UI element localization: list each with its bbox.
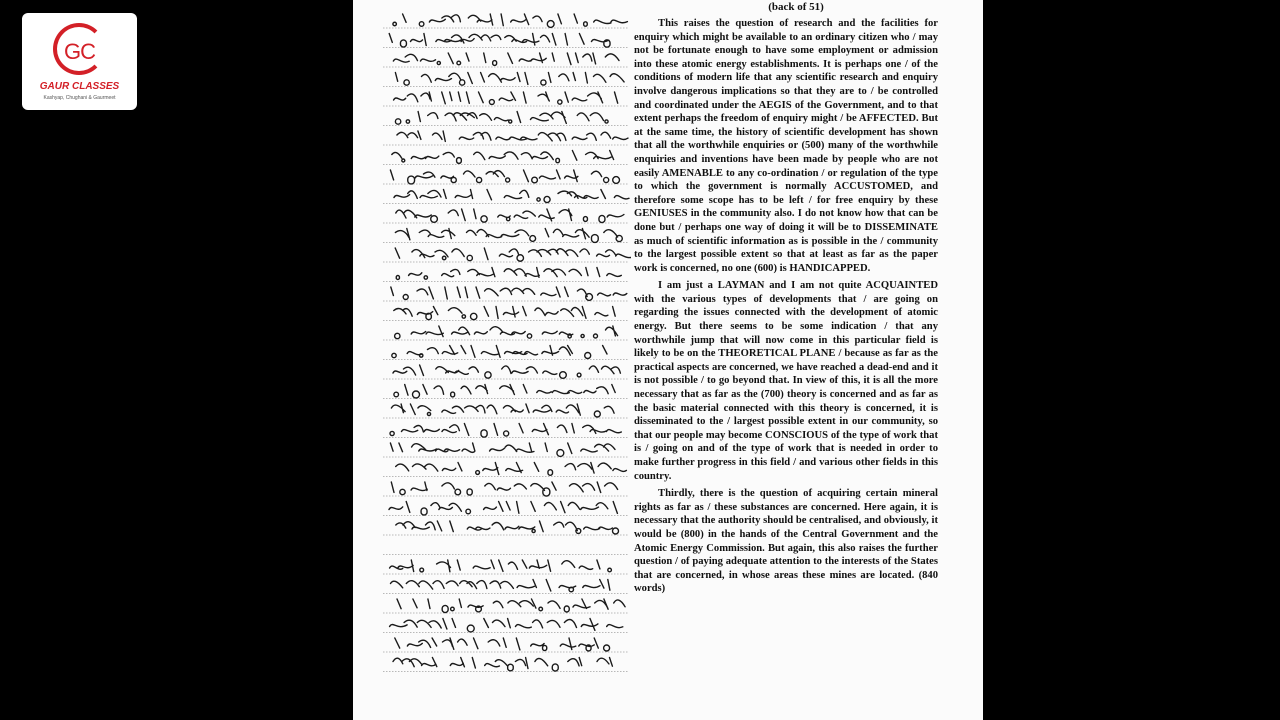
transcript-column	[634, 0, 938, 596]
shorthand-column	[381, 0, 631, 720]
paragraph-3	[634, 487, 938, 596]
shorthand-line-25	[391, 482, 617, 496]
shorthand-line-2	[389, 34, 610, 48]
shorthand-line-16	[394, 307, 615, 320]
paragraph-2	[634, 279, 938, 483]
logo-tagline: Kashyap, Chughani & Gaurmeet	[43, 95, 116, 101]
shorthand-line-22	[390, 424, 621, 438]
shorthand-line-29	[390, 560, 612, 572]
shorthand-line-18	[392, 346, 607, 359]
shorthand-line-13	[395, 248, 631, 261]
shorthand-line-27	[396, 521, 619, 534]
shorthand-line-6	[395, 112, 608, 125]
shorthand-line-20	[394, 385, 615, 399]
shorthand-line-14	[396, 268, 621, 280]
shorthand-line-34	[393, 658, 612, 672]
shorthand-line-7	[397, 131, 628, 141]
logo-monogram: GC	[64, 39, 95, 64]
shorthand-line-3	[393, 53, 619, 65]
paragraph-2-text: I am just a LAYMAN and I am not quite ACQUAINTED with the various types of developments that / are going on regarding the issues connected with the development of atomic energy. But there seems to be some indication / that any worthwhile jump that will now come in this particular field is likely to be on the THEORETICAL PLANE / because as far as the practical aspects are concerned, we have reached a dead-end and it is not possible / to go beyond that. In view of this, it is all the more necessary that as far as the (700) theory is concerned and as far as the basic material connected with this theory is concerned, it is disseminated to the / largest possible extent in our community, so that our people may become CONSCIOUS of the type of work that is / going on and of the type of work that is needed in order to make further progress in this field / and various other fields in this country.	[634, 280, 938, 482]
paragraph-1-text: This raises the question of research and the facilities for enquiry which might be available to an ordinary citizen who / may not be fortunate enough to have some employment or admission into these atomic energy establishments. It is perhaps one / of the conditions of modern life that any scientific research and enquiry involve dangerous implications so that they are to / be controlled and coordinated under the AEGIS of the Government, and to that extent perhaps the freedom of enquiry might / be AFFECTED. But at the same time, the history of scientific development has shown that all the worthwhile enquiries or (500) many of the worthwhile enquiries and inventions have been made by people who are not easily AMENABLE to any co-ordination / or regulation of the type to which the government is normally ACCUSTOMED, and therefore some scope has to be left / for free enquiry by these GENIUSES in the community also. I do not know how that can be done but / perhaps one way of doing it will be to DISSEMINATE as much of scientific information as is possible in the / community to the largest possible extent so that at least as far as the paper work is concerned, no one (600) is HANDICAPPED.	[634, 18, 938, 274]
shorthand-line-24	[396, 463, 627, 476]
shorthand-line-19	[393, 365, 620, 378]
shorthand-line-33	[395, 638, 610, 651]
shorthand-line-4	[395, 73, 624, 86]
shorthand-line-15	[391, 287, 627, 300]
shorthand-line-21	[391, 404, 614, 417]
shorthand-line-8	[392, 151, 614, 164]
shorthand-line-10	[394, 190, 629, 203]
page-header: (back of 51)	[768, 1, 824, 13]
shorthand-line-1	[393, 14, 628, 27]
gaur-classes-logo	[22, 13, 137, 110]
shorthand-line-30	[391, 580, 610, 592]
paragraph-3-text: Thirdly, there is the question of acquiring certain mineral rights as far as / these substances are concerned. Here again, it is necessary that the authority should be centralised, and obviously, it would be (800) in the hands of the Central Government and the Atomic Energy Commission. But again, this also raises the further question / of paying adequate attention to the interests of the States that are concerned, in whose areas these mines are located. (840 words)	[634, 488, 938, 595]
shorthand-line-12	[395, 229, 622, 243]
paragraph-1	[634, 17, 938, 275]
document-page	[353, 0, 983, 720]
shorthand-line-17	[395, 326, 618, 339]
shorthand-line-9	[390, 170, 619, 184]
shorthand-line-26	[389, 502, 617, 516]
shorthand-line-31	[397, 599, 625, 613]
shorthand-line-32	[390, 619, 623, 632]
logo-name: GAUR CLASSES	[39, 81, 120, 92]
shorthand-line-23	[390, 443, 615, 456]
shorthand-line-5	[394, 92, 618, 104]
shorthand-line-11	[396, 209, 624, 223]
